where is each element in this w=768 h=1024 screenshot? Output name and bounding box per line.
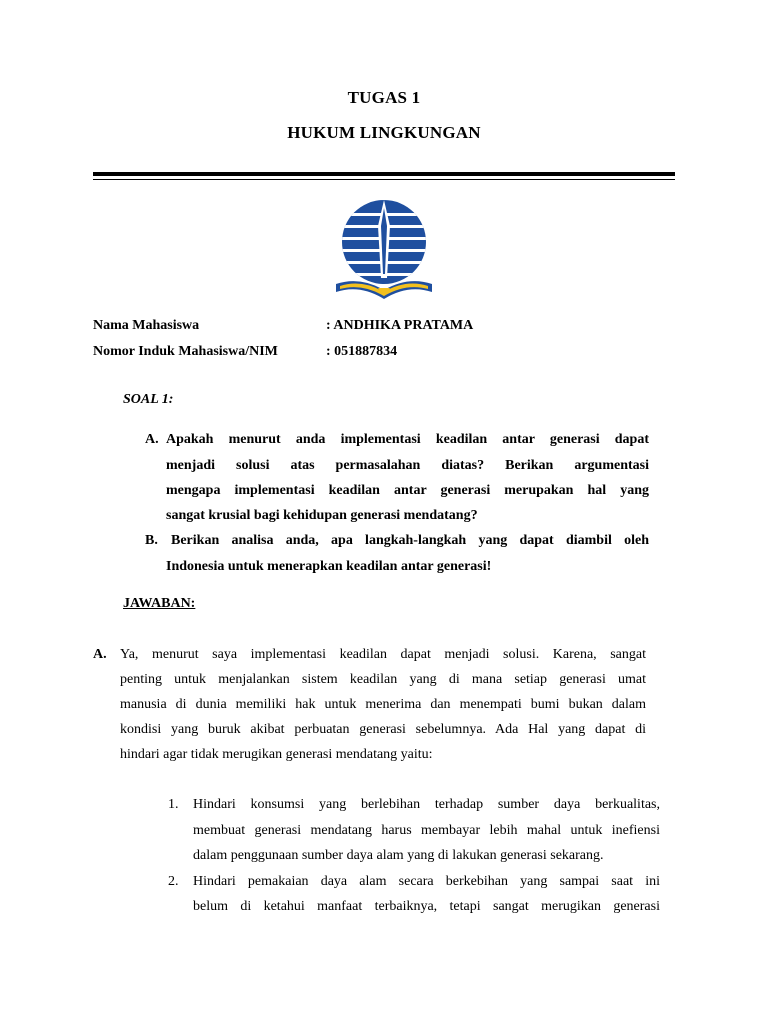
question-b-line: Indonesia untuk menerapkan keadilan antar generasi! — [166, 559, 492, 574]
header-divider-thick — [93, 172, 675, 176]
answer-line: manusia di dunia memiliki hak untuk menerima dan menempati bumi bukan dalam — [120, 697, 646, 712]
university-emblem-icon — [334, 196, 434, 308]
list-item-line: dalam penggunaan sumber daya alam yang di lakukan generasi sekarang. — [193, 848, 604, 863]
document-subtitle: HUKUM LINGKUNGAN — [287, 123, 481, 142]
question-a-letter: A. — [145, 432, 159, 447]
jawaban-label: JAWABAN: — [123, 596, 196, 611]
list-item-line: Hindari konsumsi yang berlebihan terhadap sumber daya berkualitas, — [193, 797, 660, 812]
student-nim-value: : 051887834 — [326, 344, 398, 359]
soal-label: SOAL 1: — [123, 392, 174, 407]
question-b-letter: B. — [145, 533, 158, 548]
list-item-number: 1. — [168, 797, 179, 812]
list-item-number: 2. — [168, 874, 179, 889]
answer-line: penting untuk menjalankan sistem keadilan yang di mana setiap generasi umat — [120, 672, 646, 687]
student-name-value: : ANDHIKA PRATAMA — [326, 318, 474, 333]
question-b-line: Berikan analisa anda, apa langkah-langkah yang dapat diambil oleh — [171, 533, 649, 548]
question-a-line: Apakah menurut anda implementasi keadilan antar generasi dapat — [166, 432, 649, 447]
header-divider-thin — [93, 179, 675, 180]
student-name-label: Nama Mahasiswa — [93, 318, 200, 333]
list-item-line: membuat generasi mendatang harus membayar lebih mahal untuk inefiensi — [193, 823, 660, 838]
question-a-line: menjadi solusi atas permasalahan diatas? Berikan argumentasi — [166, 458, 649, 473]
list-item-line: belum di ketahui manfaat terbaiknya, tetapi sangat merugikan generasi — [193, 899, 660, 914]
question-a-line: mengapa implementasi keadilan antar generasi merupakan hal yang — [166, 483, 649, 498]
list-item-line: Hindari pemakaian daya alam secara berkebihan yang sampai saat ini — [193, 874, 660, 889]
question-a-line: sangat krusial bagi kehidupan generasi mendatang? — [166, 508, 478, 523]
answer-a-letter: A. — [93, 647, 107, 662]
answer-line: hindari agar tidak merugikan generasi mendatang yaitu: — [120, 747, 433, 762]
answer-line: Ya, menurut saya implementasi keadilan dapat menjadi solusi. Karena, sangat — [120, 647, 646, 662]
document-title: TUGAS 1 — [347, 88, 421, 107]
answer-line: kondisi yang buruk akibat perbuatan generasi sebelumnya. Ada Hal yang dapat di — [120, 722, 646, 737]
student-nim-label: Nomor Induk Mahasiswa/NIM — [93, 344, 278, 359]
